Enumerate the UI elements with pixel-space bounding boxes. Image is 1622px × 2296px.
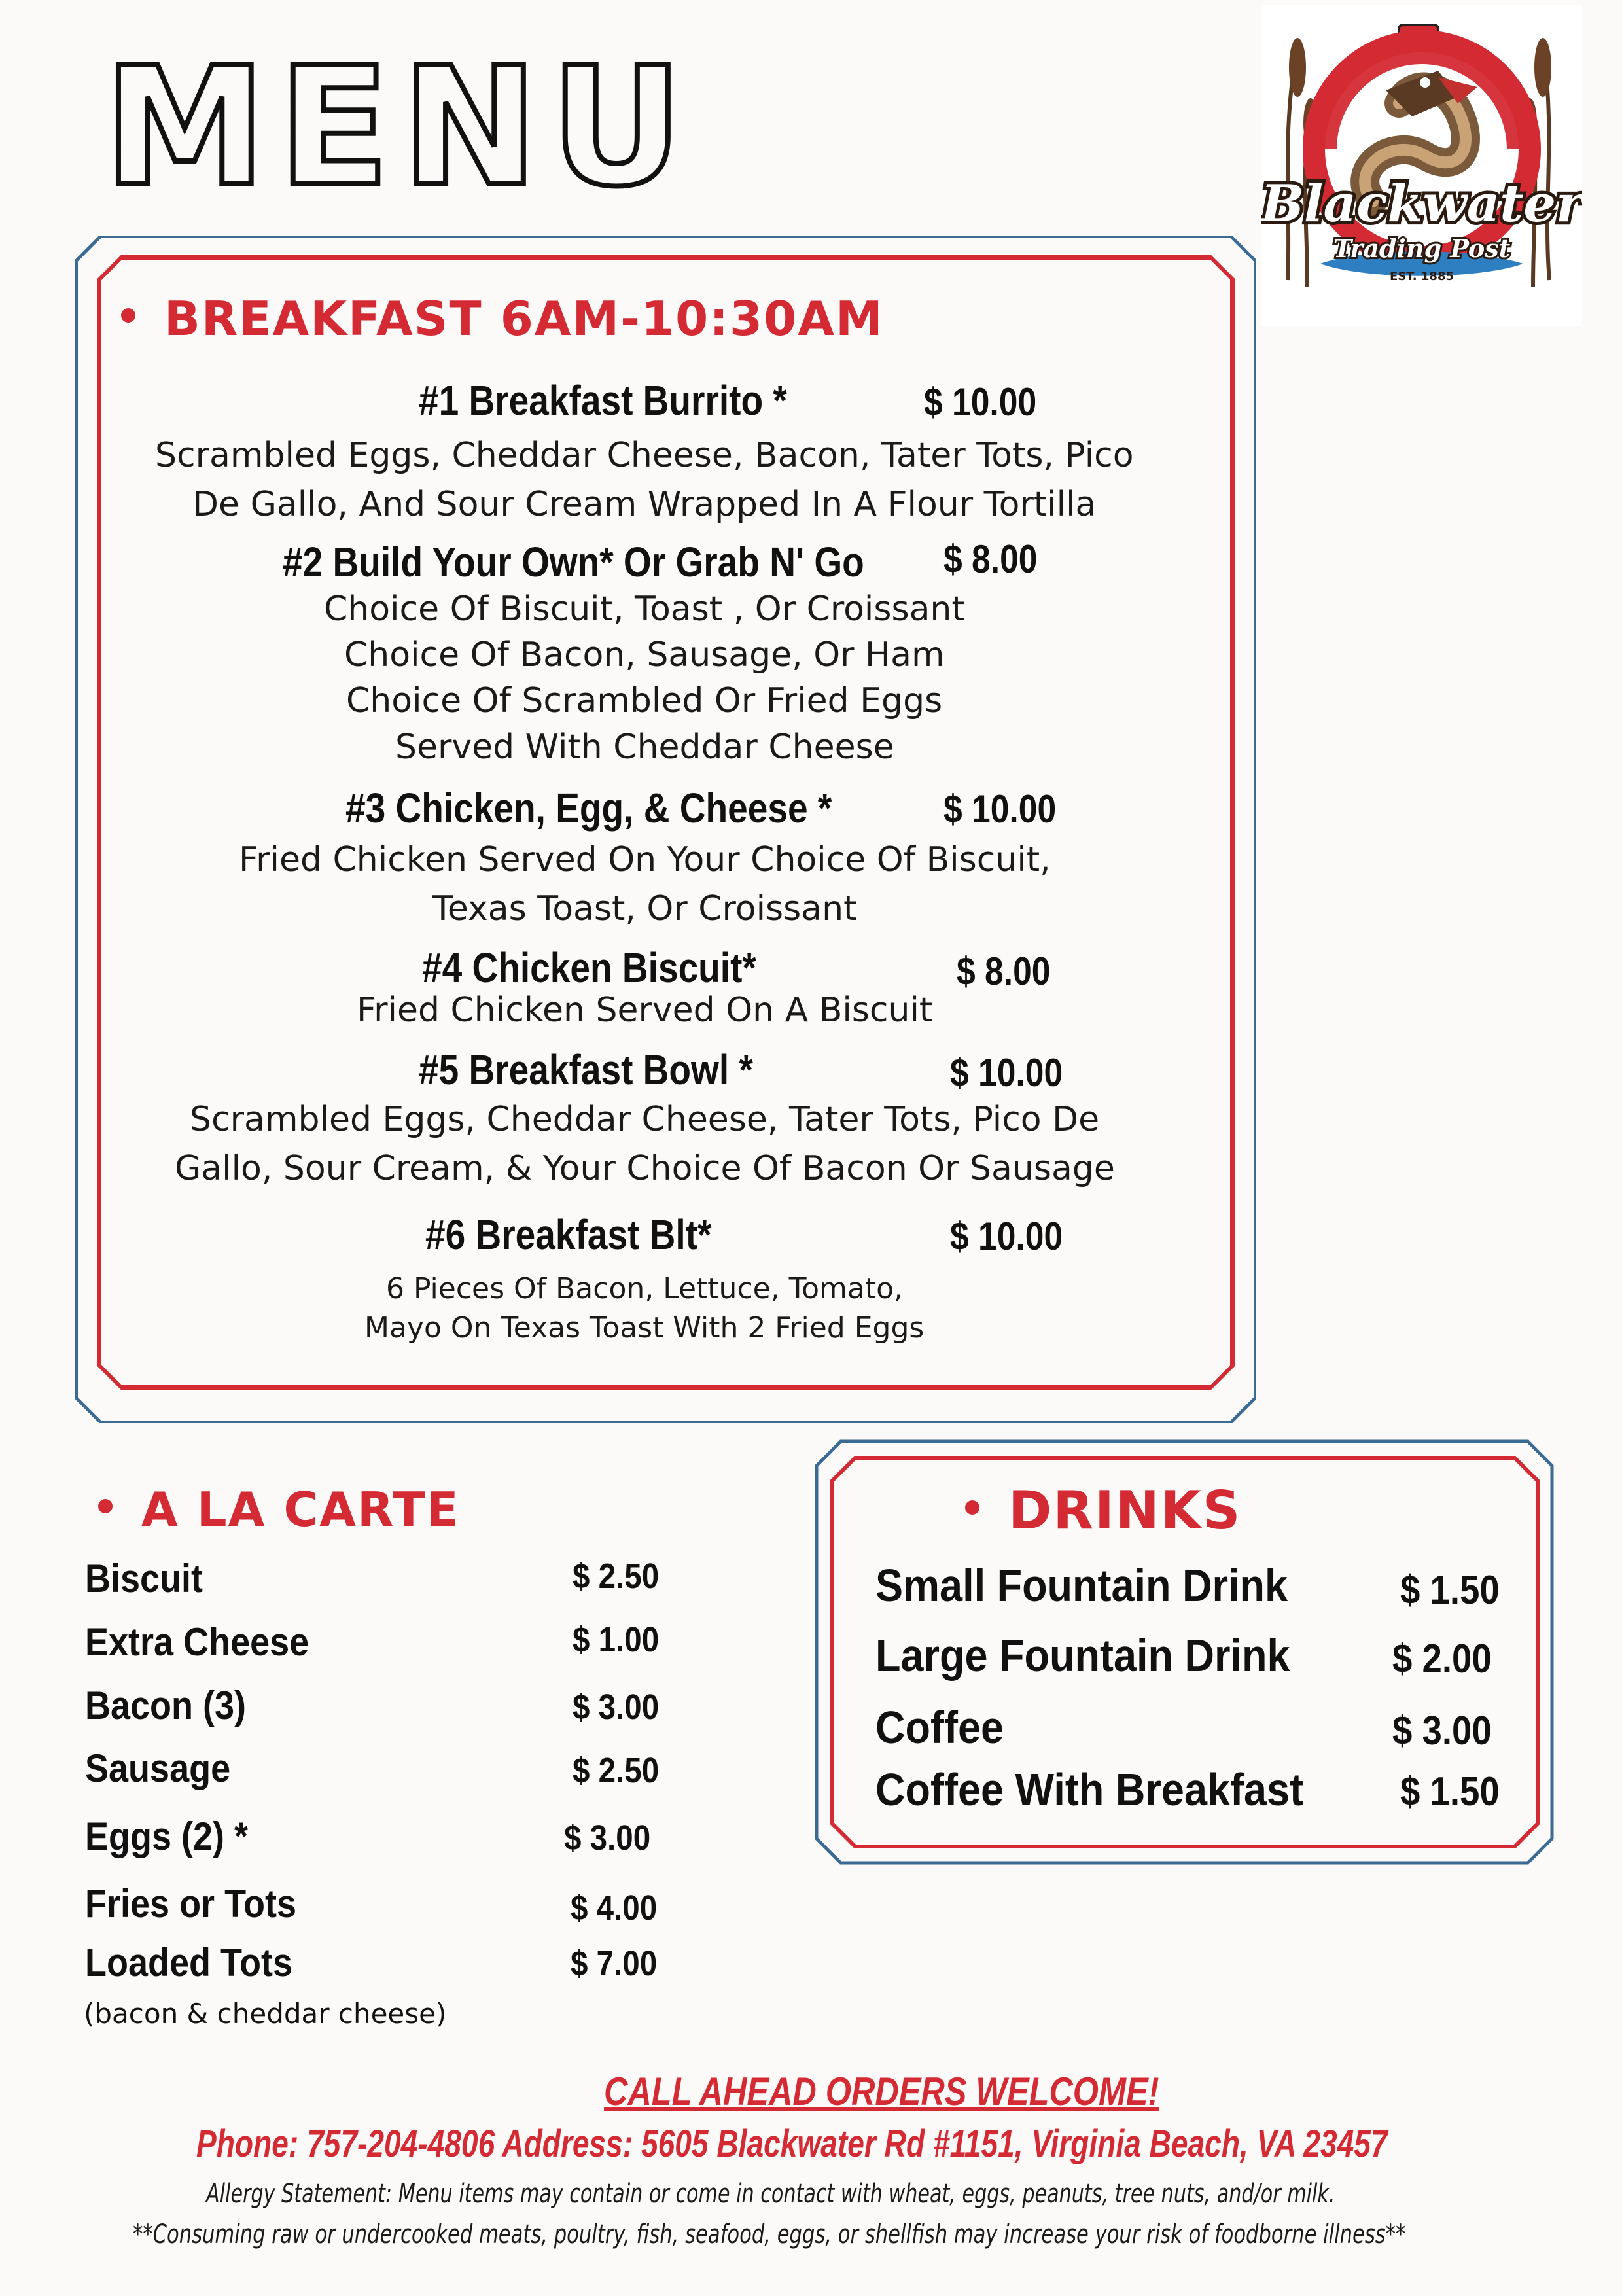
menu-item-desc: Fried Chicken Served On A Biscuit xyxy=(357,991,933,1030)
carte-item-price: $ 7.00 xyxy=(571,1944,658,1983)
allergy-statement: Allergy Statement: Menu items may contain or come in contact with wheat, eggs, peanuts, tree nuts, and/or milk. xyxy=(206,2179,1335,2209)
menu-item-title: #1 Breakfast Burrito * xyxy=(419,377,787,424)
menu-item-desc: Served With Cheddar Cheese xyxy=(395,728,894,767)
carte-item-name: Loaded Tots xyxy=(85,1941,292,1985)
drink-item-name: Large Fountain Drink xyxy=(875,1630,1290,1681)
carte-item-name: Sausage xyxy=(85,1746,231,1790)
drink-item-price: $ 3.00 xyxy=(1392,1708,1492,1754)
menu-item-price: $ 10.00 xyxy=(924,380,1037,424)
carte-item-price: $ 1.00 xyxy=(573,1620,660,1659)
bullet-icon xyxy=(98,1499,113,1513)
a-la-carte-heading-text: A LA CARTE xyxy=(141,1482,460,1537)
page-title: MENU xyxy=(103,32,695,222)
bullet-icon xyxy=(965,1500,979,1515)
carte-item-note: (bacon & cheddar cheese) xyxy=(84,1998,447,2030)
drink-item-price: $ 1.50 xyxy=(1400,1769,1500,1814)
menu-item-title: #6 Breakfast Blt* xyxy=(425,1211,712,1258)
carte-item-name: Extra Cheese xyxy=(85,1620,309,1664)
logo-subtitle: Trading Post xyxy=(1333,234,1511,263)
menu-item-desc: 6 Pieces Of Bacon, Lettuce, Tomato, xyxy=(386,1272,903,1305)
drinks-heading xyxy=(965,1480,1241,1541)
drink-item-price: $ 1.50 xyxy=(1400,1568,1500,1613)
menu-item-price: $ 10.00 xyxy=(950,1051,1063,1095)
logo-name: Blackwater xyxy=(1261,174,1582,234)
menu-item-desc: Scrambled Eggs, Cheddar Cheese, Tater Tots, Pico De xyxy=(190,1100,1100,1139)
menu-item-desc: Mayo On Texas Toast With 2 Fried Eggs xyxy=(364,1311,925,1345)
carte-item-name: Biscuit xyxy=(85,1557,203,1600)
menu-item-title: #5 Breakfast Bowl * xyxy=(419,1046,753,1093)
menu-item-price: $ 10.00 xyxy=(950,1214,1063,1258)
breakfast-heading xyxy=(121,291,884,346)
carte-item-price: $ 4.00 xyxy=(571,1888,658,1928)
menu-item-price: $ 8.00 xyxy=(943,537,1038,581)
blackwater-logo xyxy=(1261,5,1582,326)
drink-item-name: Coffee xyxy=(875,1702,1004,1753)
carte-item-price: $ 2.50 xyxy=(573,1751,660,1790)
menu-item-price: $ 10.00 xyxy=(943,787,1057,831)
menu-item-desc: Choice Of Bacon, Sausage, Or Ham xyxy=(344,635,945,675)
menu-item-desc: Choice Of Scrambled Or Fried Eggs xyxy=(346,681,943,720)
carte-item-price: $ 3.00 xyxy=(564,1818,651,1858)
carte-item-price: $ 3.00 xyxy=(573,1687,660,1727)
menu-item-desc: Gallo, Sour Cream, & Your Choice Of Bacon Or Sausage xyxy=(175,1149,1115,1188)
menu-item-price: $ 8.00 xyxy=(957,949,1051,993)
contact-info: Phone: 757-204-4806 Address: 5605 Blackwater Rd #1151, Virginia Beach, VA 23457 xyxy=(196,2123,1388,2165)
foodborne-warning: **Consuming raw or undercooked meats, poultry, fish, seafood, eggs, or shellfish may increase your risk of foodborne illness** xyxy=(133,2219,1406,2250)
drink-item-price: $ 2.00 xyxy=(1392,1636,1492,1682)
menu-item-desc: Fried Chicken Served On Your Choice Of Biscuit, xyxy=(239,840,1051,879)
drink-item-name: Coffee With Breakfast xyxy=(875,1764,1304,1815)
drink-item-name: Small Fountain Drink xyxy=(875,1560,1288,1611)
menu-item-title: #4 Chicken Biscuit* xyxy=(422,944,756,991)
logo-est: EST. 1885 xyxy=(1389,270,1455,283)
carte-item-name: Fries or Tots xyxy=(85,1882,297,1926)
carte-item-price: $ 2.50 xyxy=(573,1557,660,1596)
snake-bobber-icon xyxy=(1261,5,1582,326)
menu-item-title: #2 Build Your Own* Or Grab N' Go xyxy=(283,539,864,586)
drinks-heading-text: DRINKS xyxy=(1008,1480,1242,1541)
carte-item-name: Bacon (3) xyxy=(85,1684,247,1727)
breakfast-heading-text: BREAKFAST 6AM-10:30AM xyxy=(164,291,884,346)
bullet-icon xyxy=(121,308,135,323)
call-ahead-banner: CALL AHEAD ORDERS WELCOME! xyxy=(604,2070,1159,2113)
menu-item-desc: Scrambled Eggs, Cheddar Cheese, Bacon, Tater Tots, Pico xyxy=(155,436,1134,475)
menu-item-title: #3 Chicken, Egg, & Cheese * xyxy=(345,785,832,832)
a-la-carte-heading xyxy=(98,1482,460,1537)
menu-item-desc: Choice Of Biscuit, Toast , Or Croissant xyxy=(324,590,965,629)
carte-item-name: Eggs (2) * xyxy=(85,1814,249,1858)
menu-item-desc: Texas Toast, Or Croissant xyxy=(432,889,857,928)
menu-item-desc: De Gallo, And Sour Cream Wrapped In A Flour Tortilla xyxy=(192,485,1097,524)
